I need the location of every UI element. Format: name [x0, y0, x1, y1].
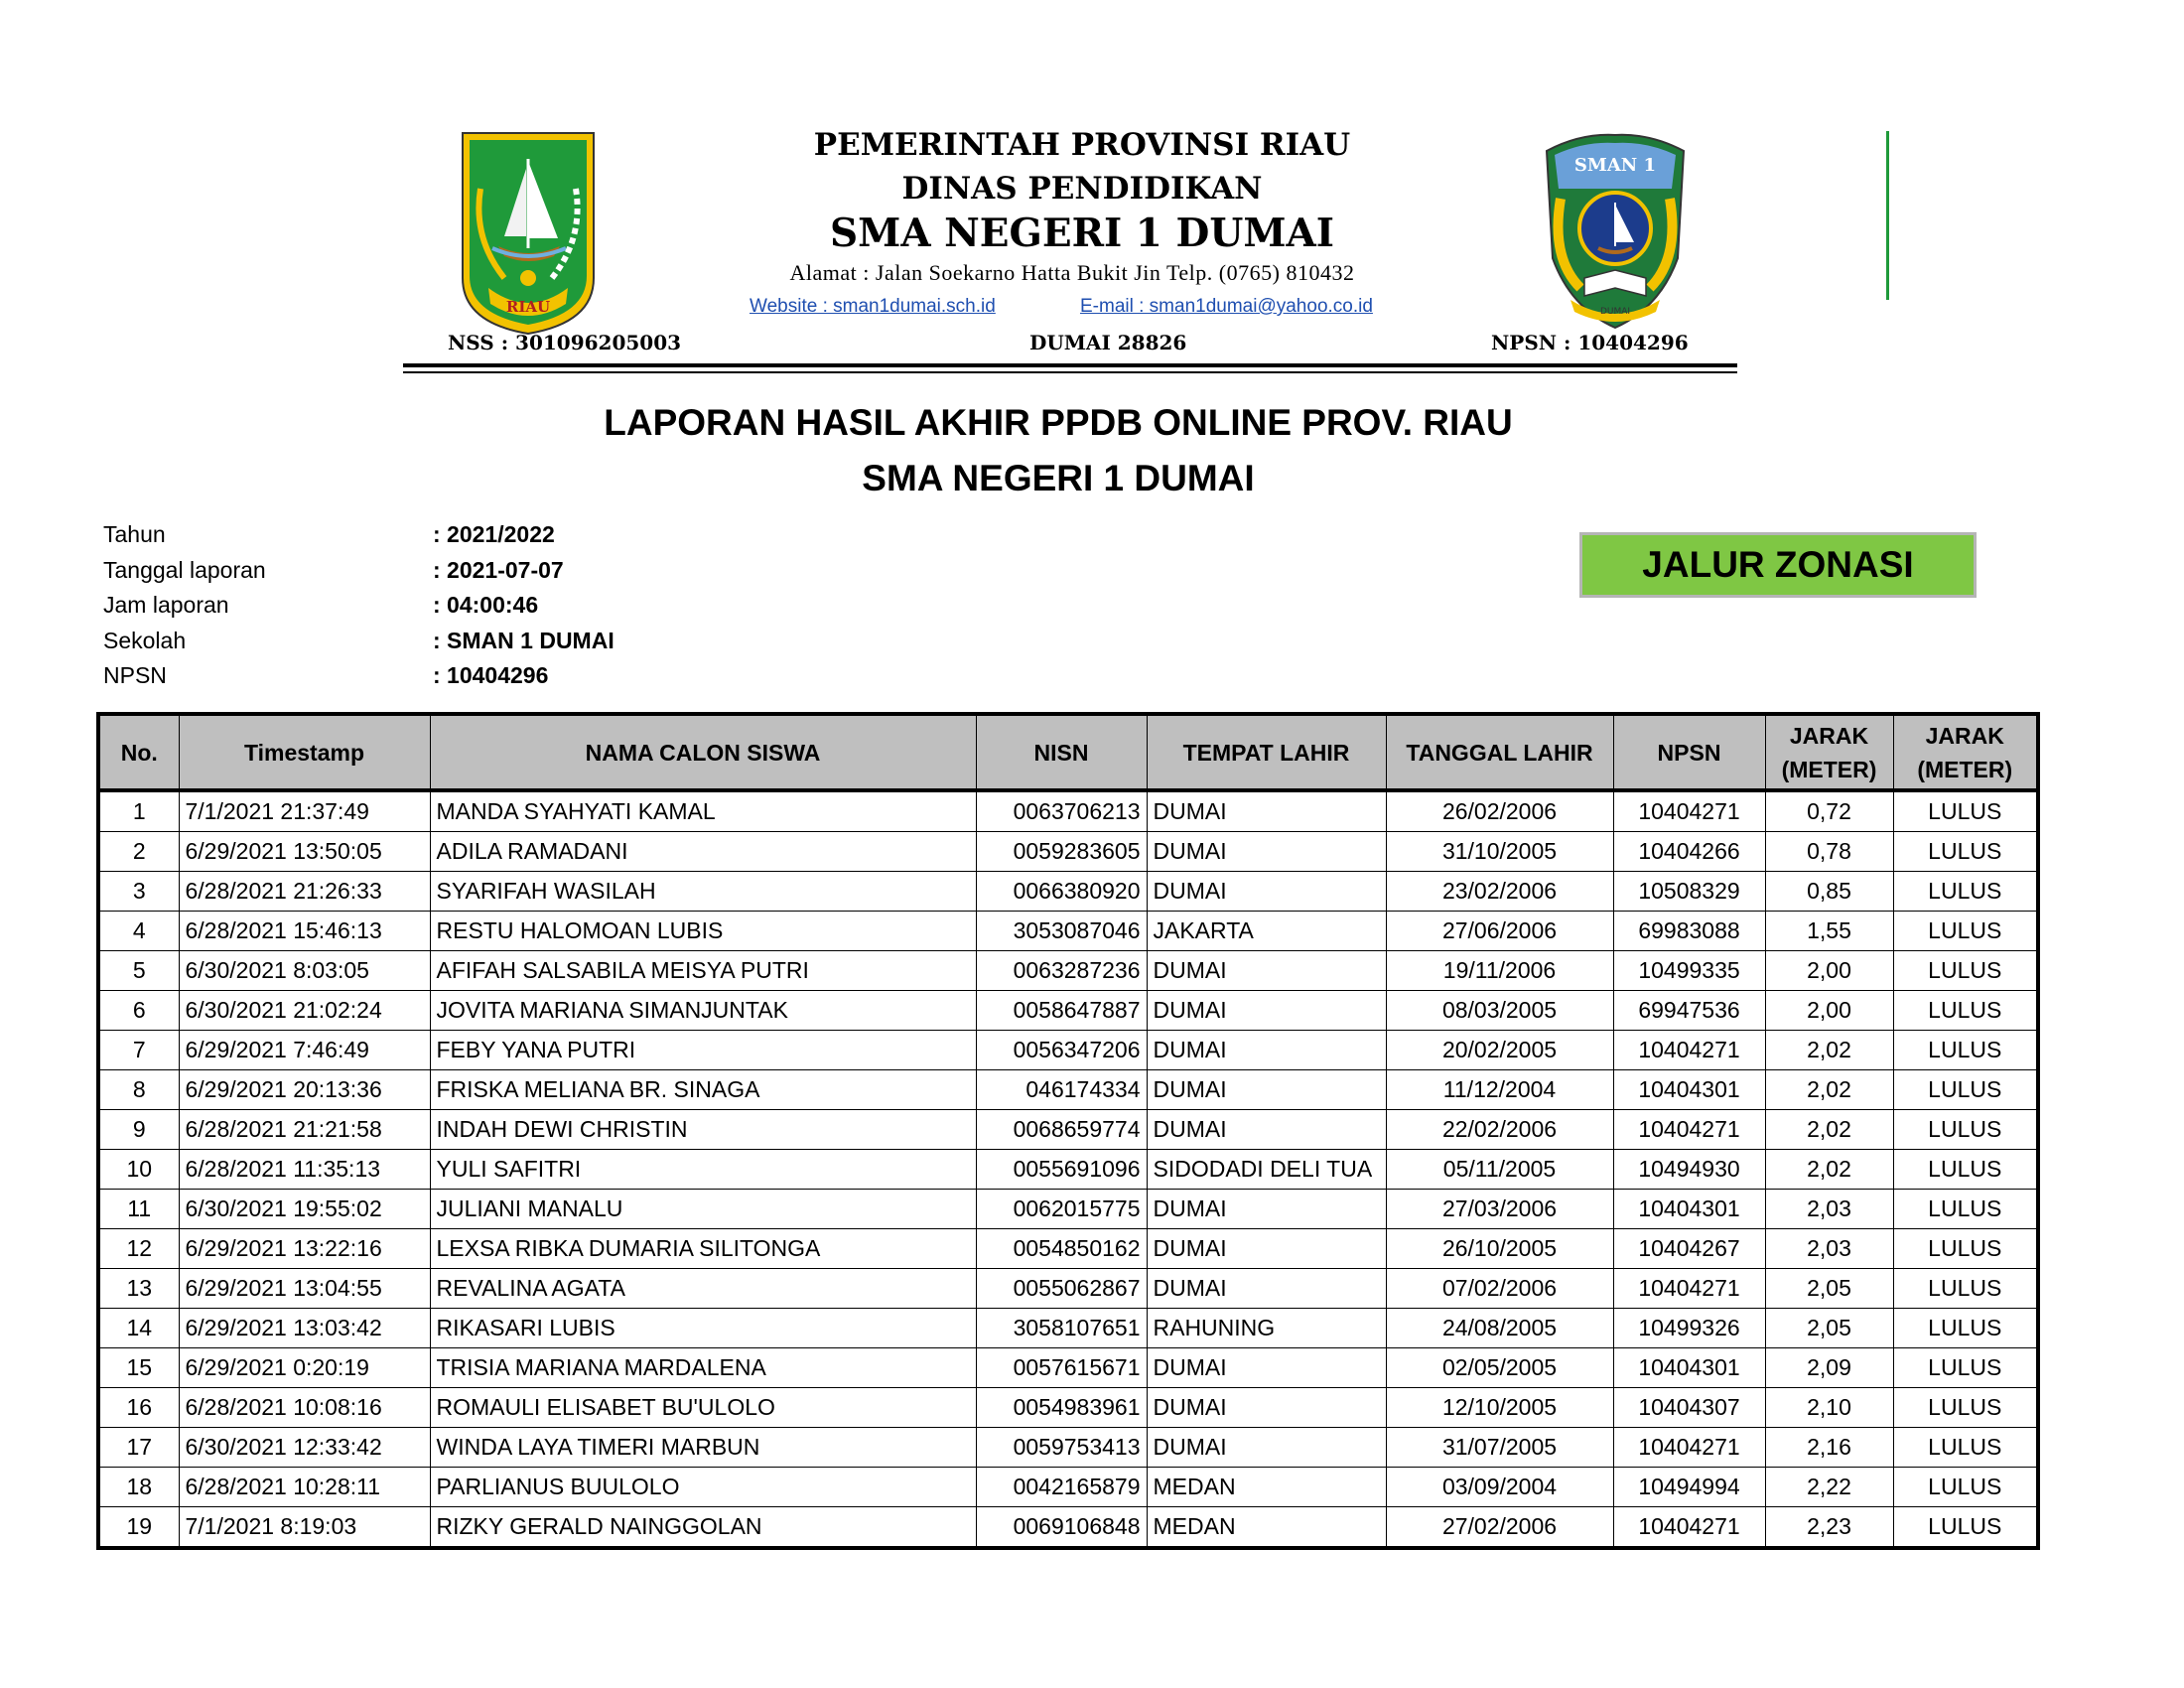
cell-nisn: 0066380920: [976, 872, 1147, 912]
cell-birthplace: DUMAI: [1147, 1428, 1386, 1468]
table-row: [98, 872, 2038, 912]
col-header-distance: [1765, 714, 1893, 790]
table-row: [98, 1348, 2038, 1388]
cell-birthplace: DUMAI: [1147, 1269, 1386, 1309]
col-header-birthdate: TANGGAL LAHIR: [1386, 714, 1613, 790]
cell-timestamp: 6/29/2021 7:46:49: [179, 1031, 430, 1070]
cell-status: LULUS: [1893, 1190, 2038, 1229]
cell-npsn: 10404307: [1613, 1388, 1765, 1428]
meta-label: Tanggal laporan: [103, 556, 266, 583]
cell-status: LULUS: [1893, 1388, 2038, 1428]
report-meta: [103, 521, 614, 698]
meta-row-report-date: [103, 557, 614, 593]
cell-npsn: 10404301: [1613, 1190, 1765, 1229]
cell-name: FEBY YANA PUTRI: [430, 1031, 976, 1070]
cell-distance: 2,03: [1765, 1190, 1893, 1229]
cell-no: 3: [98, 872, 179, 912]
meta-label: Sekolah: [103, 627, 187, 653]
cell-timestamp: 6/29/2021 0:20:19: [179, 1348, 430, 1388]
letterhead-divider-thin: [403, 371, 1737, 373]
col-header-status: [1893, 714, 2038, 790]
cell-timestamp: 6/29/2021 13:03:42: [179, 1309, 430, 1348]
cell-status: LULUS: [1893, 1269, 2038, 1309]
cell-birthdate: 19/11/2006: [1386, 951, 1613, 991]
cell-name: WINDA LAYA TIMERI MARBUN: [430, 1428, 976, 1468]
cell-name: FRISKA MELIANA BR. SINAGA: [430, 1070, 976, 1110]
cell-name: SYARIFAH WASILAH: [430, 872, 976, 912]
cell-name: RESTU HALOMOAN LUBIS: [430, 912, 976, 951]
cell-name: JOVITA MARIANA SIMANJUNTAK: [430, 991, 976, 1031]
cell-status: LULUS: [1893, 1031, 2038, 1070]
admission-track-badge: JALUR ZONASI: [1579, 532, 1977, 598]
cell-name: RIZKY GERALD NAINGGOLAN: [430, 1507, 976, 1549]
cell-nisn: 0063287236: [976, 951, 1147, 991]
cell-birthdate: 03/09/2004: [1386, 1468, 1613, 1507]
cell-nisn: 0056347206: [976, 1031, 1147, 1070]
email-link[interactable]: E-mail : sman1dumai@yahoo.co.id: [1080, 296, 1373, 317]
cell-timestamp: 6/28/2021 21:26:33: [179, 872, 430, 912]
meta-value: : 04:00:46: [433, 592, 539, 618]
cell-no: 17: [98, 1428, 179, 1468]
cell-status: LULUS: [1893, 872, 2038, 912]
cell-birthdate: 12/10/2005: [1386, 1388, 1613, 1428]
cell-npsn: 10404301: [1613, 1348, 1765, 1388]
cell-nisn: 0054850162: [976, 1229, 1147, 1269]
meta-label: NPSN: [103, 662, 167, 688]
cell-npsn: 10494994: [1613, 1468, 1765, 1507]
cell-birthplace: DUMAI: [1147, 1031, 1386, 1070]
cell-birthdate: 05/11/2005: [1386, 1150, 1613, 1190]
cell-status: LULUS: [1893, 1309, 2038, 1348]
letterhead-province: PEMERINTAH PROVINSI RIAU: [813, 127, 1351, 163]
cell-distance: 2,00: [1765, 951, 1893, 991]
cell-timestamp: 6/28/2021 10:08:16: [179, 1388, 430, 1428]
cell-no: 18: [98, 1468, 179, 1507]
cell-birthplace: RAHUNING: [1147, 1309, 1386, 1348]
cell-timestamp: 7/1/2021 8:19:03: [179, 1507, 430, 1549]
cell-birthdate: 22/02/2006: [1386, 1110, 1613, 1150]
cell-distance: 2,02: [1765, 1150, 1893, 1190]
cell-no: 8: [98, 1070, 179, 1110]
cell-npsn: 10404271: [1613, 1269, 1765, 1309]
cell-birthdate: 20/02/2005: [1386, 1031, 1613, 1070]
results-table: [96, 712, 2040, 1550]
cell-no: 9: [98, 1110, 179, 1150]
cell-birthdate: 26/10/2005: [1386, 1229, 1613, 1269]
cell-npsn: 10404271: [1613, 1031, 1765, 1070]
cell-no: 5: [98, 951, 179, 991]
cell-birthplace: MEDAN: [1147, 1507, 1386, 1549]
svg-text:SMAN 1: SMAN 1: [1573, 155, 1657, 176]
cell-birthplace: DUMAI: [1147, 1229, 1386, 1269]
cell-birthdate: 24/08/2005: [1386, 1309, 1613, 1348]
cell-name: PARLIANUS BUULOLO: [430, 1468, 976, 1507]
col-header-status-line2: (METER): [1917, 756, 2013, 782]
cell-no: 7: [98, 1031, 179, 1070]
cell-no: 2: [98, 832, 179, 872]
cell-status: LULUS: [1893, 991, 2038, 1031]
cell-no: 16: [98, 1388, 179, 1428]
col-header-timestamp: Timestamp: [179, 714, 430, 790]
meta-value: : SMAN 1 DUMAI: [433, 627, 614, 653]
cell-name: ADILA RAMADANI: [430, 832, 976, 872]
cell-no: 19: [98, 1507, 179, 1549]
cell-npsn: 10404271: [1613, 1428, 1765, 1468]
cell-timestamp: 6/30/2021 8:03:05: [179, 951, 430, 991]
cell-birthplace: JAKARTA: [1147, 912, 1386, 951]
cell-name: ROMAULI ELISABET BU'ULOLO: [430, 1388, 976, 1428]
cell-timestamp: 6/30/2021 19:55:02: [179, 1190, 430, 1229]
table-row: [98, 1070, 2038, 1110]
cell-npsn: 10499335: [1613, 951, 1765, 991]
cell-no: 15: [98, 1348, 179, 1388]
cell-distance: 2,23: [1765, 1507, 1893, 1549]
table-row: [98, 1309, 2038, 1348]
cell-timestamp: 6/29/2021 13:04:55: [179, 1269, 430, 1309]
cell-birthplace: DUMAI: [1147, 1348, 1386, 1388]
cell-status: LULUS: [1893, 832, 2038, 872]
table-row: [98, 991, 2038, 1031]
cell-timestamp: 6/29/2021 13:22:16: [179, 1229, 430, 1269]
table-row: [98, 790, 2038, 832]
svg-text:RIAU: RIAU: [505, 298, 551, 316]
cell-no: 10: [98, 1150, 179, 1190]
cell-timestamp: 6/29/2021 13:50:05: [179, 832, 430, 872]
cell-npsn: 10404271: [1613, 1110, 1765, 1150]
col-header-no: No.: [98, 714, 179, 790]
cell-npsn: 10508329: [1613, 872, 1765, 912]
cell-distance: 2,05: [1765, 1269, 1893, 1309]
cell-timestamp: 6/30/2021 12:33:42: [179, 1428, 430, 1468]
meta-label: Jam laporan: [103, 592, 229, 618]
table-row: [98, 951, 2038, 991]
col-header-distance-line2: (METER): [1781, 756, 1877, 782]
cell-birthdate: 02/05/2005: [1386, 1348, 1613, 1388]
cell-status: LULUS: [1893, 1229, 2038, 1269]
cell-name: TRISIA MARIANA MARDALENA: [430, 1348, 976, 1388]
cell-birthdate: 31/07/2005: [1386, 1428, 1613, 1468]
col-header-nisn: NISN: [976, 714, 1147, 790]
table-row: [98, 1428, 2038, 1468]
cell-birthplace: DUMAI: [1147, 991, 1386, 1031]
cell-timestamp: 6/28/2021 11:35:13: [179, 1150, 430, 1190]
cell-nisn: 0059283605: [976, 832, 1147, 872]
cell-birthplace: DUMAI: [1147, 951, 1386, 991]
cell-distance: 2,05: [1765, 1309, 1893, 1348]
cell-nisn: 3058107651: [976, 1309, 1147, 1348]
table-row: [98, 1031, 2038, 1070]
cell-distance: 2,03: [1765, 1229, 1893, 1269]
cell-no: 11: [98, 1190, 179, 1229]
cell-nisn: 0055691096: [976, 1150, 1147, 1190]
cell-nisn: 0062015775: [976, 1190, 1147, 1229]
cell-nisn: 0069106848: [976, 1507, 1147, 1549]
cell-distance: 0,72: [1765, 790, 1893, 832]
col-header-name: NAMA CALON SISWA: [430, 714, 976, 790]
cell-name: MANDA SYAHYATI KAMAL: [430, 790, 976, 832]
letterhead-city: DUMAI 28826: [1029, 331, 1187, 354]
cell-timestamp: 6/28/2021 21:21:58: [179, 1110, 430, 1150]
cell-status: LULUS: [1893, 1110, 2038, 1150]
cell-nisn: 046174334: [976, 1070, 1147, 1110]
meta-row-year: [103, 521, 614, 557]
cell-name: JULIANI MANALU: [430, 1190, 976, 1229]
cell-name: RIKASARI LUBIS: [430, 1309, 976, 1348]
table-row: [98, 1388, 2038, 1428]
cell-status: LULUS: [1893, 1507, 2038, 1549]
cell-distance: 2,02: [1765, 1031, 1893, 1070]
cell-timestamp: 6/30/2021 21:02:24: [179, 991, 430, 1031]
cell-no: 14: [98, 1309, 179, 1348]
cell-name: AFIFAH SALSABILA MEISYA PUTRI: [430, 951, 976, 991]
meta-row-npsn: [103, 662, 614, 698]
cell-status: LULUS: [1893, 1150, 2038, 1190]
cell-timestamp: 6/29/2021 20:13:36: [179, 1070, 430, 1110]
cell-npsn: 10404271: [1613, 790, 1765, 832]
cell-npsn: 69947536: [1613, 991, 1765, 1031]
cell-distance: 2,10: [1765, 1388, 1893, 1428]
cell-npsn: 69983088: [1613, 912, 1765, 951]
cell-distance: 2,09: [1765, 1348, 1893, 1388]
table-row: [98, 832, 2038, 872]
letterhead-school-name: SMA NEGERI 1 DUMAI: [829, 211, 1335, 256]
cell-status: LULUS: [1893, 1468, 2038, 1507]
cell-birthplace: DUMAI: [1147, 1070, 1386, 1110]
cell-distance: 0,78: [1765, 832, 1893, 872]
cell-birthdate: 11/12/2004: [1386, 1070, 1613, 1110]
cell-birthplace: DUMAI: [1147, 1388, 1386, 1428]
letterhead-department: DINAS PENDIDIKAN: [901, 171, 1263, 207]
cell-birthplace: DUMAI: [1147, 790, 1386, 832]
meta-value: : 2021/2022: [433, 521, 555, 547]
table-row: [98, 1507, 2038, 1549]
report-subtitle: SMA NEGERI 1 DUMAI: [862, 458, 1255, 498]
cell-birthdate: 27/03/2006: [1386, 1190, 1613, 1229]
cell-no: 6: [98, 991, 179, 1031]
report-title: LAPORAN HASIL AKHIR PPDB ONLINE PROV. RIAU: [604, 402, 1513, 443]
cell-birthdate: 07/02/2006: [1386, 1269, 1613, 1309]
edge-accent-bar: [1886, 131, 1889, 300]
meta-value: : 2021-07-07: [433, 556, 564, 583]
table-row: [98, 1468, 2038, 1507]
cell-npsn: 10404267: [1613, 1229, 1765, 1269]
letterhead-divider: [403, 363, 1737, 367]
col-header-distance-line1: JARAK: [1789, 722, 1869, 749]
cell-distance: 0,85: [1765, 872, 1893, 912]
cell-distance: 2,22: [1765, 1468, 1893, 1507]
cell-nisn: 0059753413: [976, 1428, 1147, 1468]
table-row: [98, 1229, 2038, 1269]
cell-nisn: 0054983961: [976, 1388, 1147, 1428]
cell-birthdate: 23/02/2006: [1386, 872, 1613, 912]
cell-birthdate: 27/06/2006: [1386, 912, 1613, 951]
svg-text:DUMAI: DUMAI: [1599, 307, 1631, 317]
cell-name: INDAH DEWI CHRISTIN: [430, 1110, 976, 1150]
cell-nisn: 0058647887: [976, 991, 1147, 1031]
cell-status: LULUS: [1893, 790, 2038, 832]
table-header-row: [98, 714, 2038, 790]
meta-row-school: [103, 628, 614, 663]
cell-distance: 2,16: [1765, 1428, 1893, 1468]
cell-birthplace: DUMAI: [1147, 872, 1386, 912]
letterhead-npsn: NPSN : 10404296: [1491, 331, 1689, 354]
cell-birthplace: MEDAN: [1147, 1468, 1386, 1507]
cell-npsn: 10404271: [1613, 1507, 1765, 1549]
cell-nisn: 0068659774: [976, 1110, 1147, 1150]
cell-no: 1: [98, 790, 179, 832]
cell-birthdate: 27/02/2006: [1386, 1507, 1613, 1549]
cell-birthplace: DUMAI: [1147, 832, 1386, 872]
col-header-status-line1: JARAK: [1925, 722, 2004, 749]
meta-row-report-time: [103, 592, 614, 628]
cell-name: YULI SAFITRI: [430, 1150, 976, 1190]
cell-status: LULUS: [1893, 1070, 2038, 1110]
meta-value: : 10404296: [433, 662, 549, 688]
table-row: [98, 1269, 2038, 1309]
col-header-npsn: NPSN: [1613, 714, 1765, 790]
website-link[interactable]: Website : sman1dumai.sch.id: [750, 296, 996, 317]
cell-npsn: 10404266: [1613, 832, 1765, 872]
letterhead-nss: NSS : 301096205003: [448, 331, 682, 354]
cell-npsn: 10499326: [1613, 1309, 1765, 1348]
cell-timestamp: 6/28/2021 10:28:11: [179, 1468, 430, 1507]
cell-no: 13: [98, 1269, 179, 1309]
cell-status: LULUS: [1893, 1428, 2038, 1468]
cell-status: LULUS: [1893, 912, 2038, 951]
cell-name: LEXSA RIBKA DUMARIA SILITONGA: [430, 1229, 976, 1269]
cell-no: 4: [98, 912, 179, 951]
cell-status: LULUS: [1893, 951, 2038, 991]
cell-status: LULUS: [1893, 1348, 2038, 1388]
cell-nisn: 0063706213: [976, 790, 1147, 832]
cell-birthdate: 31/10/2005: [1386, 832, 1613, 872]
cell-no: 12: [98, 1229, 179, 1269]
cell-birthplace: SIDODADI DELI TUA: [1147, 1150, 1386, 1190]
cell-distance: 1,55: [1765, 912, 1893, 951]
meta-label: Tahun: [103, 521, 166, 547]
table-row: [98, 1110, 2038, 1150]
table-row: [98, 912, 2038, 951]
cell-name: REVALINA AGATA: [430, 1269, 976, 1309]
cell-birthdate: 08/03/2005: [1386, 991, 1613, 1031]
cell-distance: 2,02: [1765, 1070, 1893, 1110]
cell-nisn: 0042165879: [976, 1468, 1147, 1507]
col-header-birthplace: TEMPAT LAHIR: [1147, 714, 1386, 790]
cell-npsn: 10404301: [1613, 1070, 1765, 1110]
table-row: [98, 1150, 2038, 1190]
cell-birthplace: DUMAI: [1147, 1110, 1386, 1150]
cell-distance: 2,00: [1765, 991, 1893, 1031]
cell-timestamp: 7/1/2021 21:37:49: [179, 790, 430, 832]
school-logo: [1541, 129, 1690, 333]
table-row: [98, 1190, 2038, 1229]
cell-nisn: 0057615671: [976, 1348, 1147, 1388]
cell-nisn: 3053087046: [976, 912, 1147, 951]
cell-timestamp: 6/28/2021 15:46:13: [179, 912, 430, 951]
letterhead-address: Alamat : Jalan Soekarno Hatta Bukit Jin Telp. (0765) 810432: [789, 260, 1355, 285]
cell-npsn: 10494930: [1613, 1150, 1765, 1190]
cell-birthplace: DUMAI: [1147, 1190, 1386, 1229]
cell-nisn: 0055062867: [976, 1269, 1147, 1309]
cell-distance: 2,02: [1765, 1110, 1893, 1150]
cell-birthdate: 26/02/2006: [1386, 790, 1613, 832]
